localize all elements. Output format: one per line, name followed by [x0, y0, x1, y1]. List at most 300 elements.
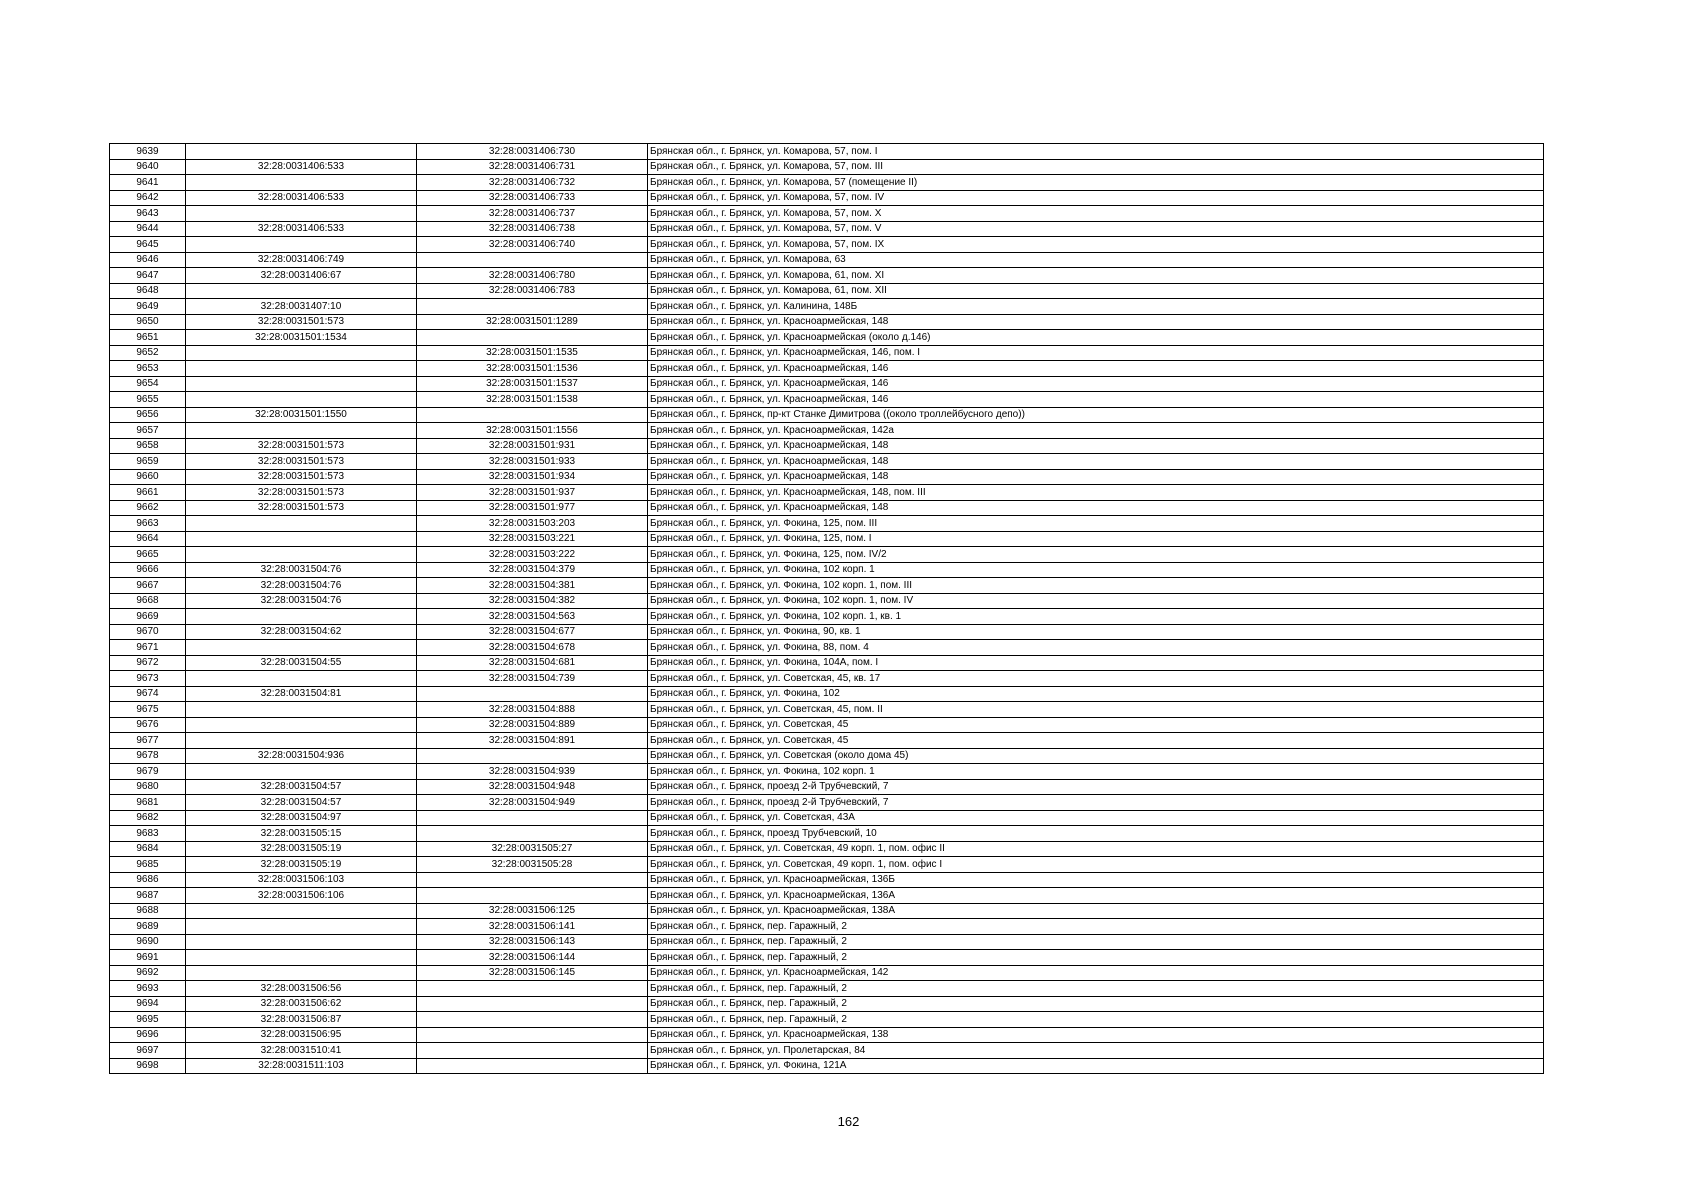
- cadastral-number-cell: [417, 826, 648, 842]
- address-cell: Брянская обл., г. Брянск, ул. Фокина, 125, пом. I: [648, 531, 1544, 547]
- table-row: [110, 609, 1544, 625]
- address-cell: Брянская обл., г. Брянск, ул. Пролетарская, 84: [648, 1043, 1544, 1059]
- parent-cadastral-number-cell: 32:28:0031511:103: [186, 1058, 417, 1074]
- parent-cadastral-number-cell: 32:28:0031504:57: [186, 779, 417, 795]
- parent-cadastral-number-cell: 32:28:0031501:573: [186, 438, 417, 454]
- row-number-cell: 9679: [110, 764, 186, 780]
- cadastral-number-cell: 32:28:0031504:379: [417, 562, 648, 578]
- parent-cadastral-number-cell: 32:28:0031506:87: [186, 1012, 417, 1028]
- parent-cadastral-number-cell: 32:28:0031505:19: [186, 857, 417, 873]
- table-row: [110, 175, 1544, 191]
- parent-cadastral-number-cell: [186, 950, 417, 966]
- cadastral-number-cell: 32:28:0031506:141: [417, 919, 648, 935]
- parent-cadastral-number-cell: [186, 965, 417, 981]
- cadastral-number-cell: [417, 996, 648, 1012]
- parent-cadastral-number-cell: [186, 392, 417, 408]
- parent-cadastral-number-cell: [186, 903, 417, 919]
- address-cell: Брянская обл., г. Брянск, ул. Красноармейская, 138: [648, 1027, 1544, 1043]
- address-cell: Брянская обл., г. Брянск, ул. Комарова, 57 (помещение II): [648, 175, 1544, 191]
- parent-cadastral-number-cell: 32:28:0031407:10: [186, 299, 417, 315]
- address-cell: Брянская обл., г. Брянск, ул. Фокина, 102 корп. 1: [648, 764, 1544, 780]
- address-cell: Брянская обл., г. Брянск, ул. Советская, 49 корп. 1, пом. офис I: [648, 857, 1544, 873]
- cadastral-number-cell: [417, 330, 648, 346]
- parent-cadastral-number-cell: [186, 733, 417, 749]
- row-number-cell: 9697: [110, 1043, 186, 1059]
- address-cell: Брянская обл., г. Брянск, ул. Красноармейская (около д.146): [648, 330, 1544, 346]
- table-row: [110, 485, 1544, 501]
- table-row: [110, 283, 1544, 299]
- address-cell: Брянская обл., г. Брянск, ул. Красноармейская, 148: [648, 314, 1544, 330]
- table-row: [110, 934, 1544, 950]
- address-cell: Брянская обл., г. Брянск, ул. Фокина, 104А, пом. I: [648, 655, 1544, 671]
- parent-cadastral-number-cell: 32:28:0031501:573: [186, 454, 417, 470]
- cadastral-number-cell: 32:28:0031506:145: [417, 965, 648, 981]
- cadastral-number-cell: 32:28:0031504:889: [417, 717, 648, 733]
- table-row: [110, 686, 1544, 702]
- table-row: [110, 144, 1544, 160]
- row-number-cell: 9669: [110, 609, 186, 625]
- table-row: [110, 640, 1544, 656]
- row-number-cell: 9649: [110, 299, 186, 315]
- row-number-cell: 9660: [110, 469, 186, 485]
- parent-cadastral-number-cell: [186, 423, 417, 439]
- parent-cadastral-number-cell: [186, 934, 417, 950]
- cadastral-number-cell: [417, 748, 648, 764]
- parent-cadastral-number-cell: 32:28:0031506:106: [186, 888, 417, 904]
- address-cell: Брянская обл., г. Брянск, ул. Комарова, 57, пом. IX: [648, 237, 1544, 253]
- table-row: [110, 345, 1544, 361]
- table-row: [110, 1027, 1544, 1043]
- table-row: [110, 407, 1544, 423]
- cadastral-number-cell: 32:28:0031506:144: [417, 950, 648, 966]
- table-row: [110, 826, 1544, 842]
- address-cell: Брянская обл., г. Брянск, ул. Советская, 43А: [648, 810, 1544, 826]
- row-number-cell: 9644: [110, 221, 186, 237]
- page-number: 162: [837, 1114, 860, 1129]
- parent-cadastral-number-cell: 32:28:0031501:573: [186, 469, 417, 485]
- table-row: [110, 655, 1544, 671]
- address-cell: Брянская обл., г. Брянск, ул. Комарова, 57, пом. I: [648, 144, 1544, 160]
- parent-cadastral-number-cell: 32:28:0031504:76: [186, 578, 417, 594]
- row-number-cell: 9652: [110, 345, 186, 361]
- cadastral-number-cell: 32:28:0031504:939: [417, 764, 648, 780]
- table-row: [110, 857, 1544, 873]
- address-cell: Брянская обл., г. Брянск, ул. Советская, 45: [648, 717, 1544, 733]
- address-cell: Брянская обл., г. Брянск, ул. Красноармейская, 146: [648, 392, 1544, 408]
- parent-cadastral-number-cell: 32:28:0031501:573: [186, 485, 417, 501]
- row-number-cell: 9662: [110, 500, 186, 516]
- table-row: [110, 299, 1544, 315]
- row-number-cell: 9656: [110, 407, 186, 423]
- parent-cadastral-number-cell: 32:28:0031506:103: [186, 872, 417, 888]
- address-cell: Брянская обл., г. Брянск, ул. Комарова, 57, пом. X: [648, 206, 1544, 222]
- table-row: [110, 438, 1544, 454]
- cadastral-number-cell: 32:28:0031501:931: [417, 438, 648, 454]
- address-cell: Брянская обл., г. Брянск, пр-кт Станке Димитрова ((около троллейбусного депо)): [648, 407, 1544, 423]
- row-number-cell: 9678: [110, 748, 186, 764]
- table-row: [110, 1043, 1544, 1059]
- table-row: [110, 361, 1544, 377]
- cadastral-number-cell: 32:28:0031501:933: [417, 454, 648, 470]
- row-number-cell: 9641: [110, 175, 186, 191]
- cadastral-number-cell: 32:28:0031504:948: [417, 779, 648, 795]
- table-row: [110, 810, 1544, 826]
- parent-cadastral-number-cell: [186, 609, 417, 625]
- row-number-cell: 9673: [110, 671, 186, 687]
- row-number-cell: 9676: [110, 717, 186, 733]
- parent-cadastral-number-cell: [186, 531, 417, 547]
- cadastral-number-cell: 32:28:0031506:125: [417, 903, 648, 919]
- cadastral-number-cell: [417, 1058, 648, 1074]
- parent-cadastral-number-cell: 32:28:0031406:533: [186, 221, 417, 237]
- parent-cadastral-number-cell: 32:28:0031506:95: [186, 1027, 417, 1043]
- table-row: [110, 423, 1544, 439]
- parent-cadastral-number-cell: 32:28:0031504:76: [186, 562, 417, 578]
- row-number-cell: 9683: [110, 826, 186, 842]
- table-row: [110, 779, 1544, 795]
- cadastral-number-cell: [417, 1027, 648, 1043]
- table-row: [110, 919, 1544, 935]
- table-row: [110, 159, 1544, 175]
- row-number-cell: 9696: [110, 1027, 186, 1043]
- table-row: [110, 237, 1544, 253]
- table-row: [110, 206, 1544, 222]
- row-number-cell: 9671: [110, 640, 186, 656]
- address-cell: Брянская обл., г. Брянск, пер. Гаражный, 2: [648, 919, 1544, 935]
- parent-cadastral-number-cell: 32:28:0031406:749: [186, 252, 417, 268]
- row-number-cell: 9688: [110, 903, 186, 919]
- table-row: [110, 841, 1544, 857]
- address-cell: Брянская обл., г. Брянск, ул. Красноармейская, 146: [648, 361, 1544, 377]
- table-row: [110, 578, 1544, 594]
- table-row: [110, 392, 1544, 408]
- parent-cadastral-number-cell: [186, 717, 417, 733]
- row-number-cell: 9651: [110, 330, 186, 346]
- address-cell: Брянская обл., г. Брянск, ул. Красноармейская, 136А: [648, 888, 1544, 904]
- parent-cadastral-number-cell: 32:28:0031504:936: [186, 748, 417, 764]
- table-row: [110, 314, 1544, 330]
- parent-cadastral-number-cell: 32:28:0031505:15: [186, 826, 417, 842]
- table-row: [110, 671, 1544, 687]
- parent-cadastral-number-cell: [186, 237, 417, 253]
- address-cell: Брянская обл., г. Брянск, ул. Калинина, 148Б: [648, 299, 1544, 315]
- cadastral-number-cell: 32:28:0031504:888: [417, 702, 648, 718]
- cadastral-number-cell: 32:28:0031406:740: [417, 237, 648, 253]
- row-number-cell: 9648: [110, 283, 186, 299]
- table-row: [110, 531, 1544, 547]
- cadastral-number-cell: 32:28:0031501:1538: [417, 392, 648, 408]
- address-cell: Брянская обл., г. Брянск, ул. Фокина, 102: [648, 686, 1544, 702]
- parent-cadastral-number-cell: [186, 764, 417, 780]
- address-cell: Брянская обл., г. Брянск, ул. Красноармейская, 142а: [648, 423, 1544, 439]
- table-row: [110, 500, 1544, 516]
- row-number-cell: 9690: [110, 934, 186, 950]
- table-row: [110, 190, 1544, 206]
- table-row: [110, 252, 1544, 268]
- row-number-cell: 9667: [110, 578, 186, 594]
- row-number-cell: 9657: [110, 423, 186, 439]
- table-row: [110, 872, 1544, 888]
- address-cell: Брянская обл., г. Брянск, ул. Комарова, 63: [648, 252, 1544, 268]
- parent-cadastral-number-cell: [186, 919, 417, 935]
- address-cell: Брянская обл., г. Брянск, пер. Гаражный, 2: [648, 996, 1544, 1012]
- address-cell: Брянская обл., г. Брянск, ул. Красноармейская, 142: [648, 965, 1544, 981]
- row-number-cell: 9645: [110, 237, 186, 253]
- address-cell: Брянская обл., г. Брянск, ул. Красноармейская, 148: [648, 469, 1544, 485]
- address-cell: Брянская обл., г. Брянск, проезд Трубчевский, 10: [648, 826, 1544, 842]
- cadastral-number-cell: [417, 981, 648, 997]
- table-row: [110, 1058, 1544, 1074]
- cadastral-number-cell: 32:28:0031505:28: [417, 857, 648, 873]
- address-cell: Брянская обл., г. Брянск, ул. Комарова, 61, пом. XII: [648, 283, 1544, 299]
- table-row: [110, 888, 1544, 904]
- parent-cadastral-number-cell: 32:28:0031504:76: [186, 593, 417, 609]
- address-cell: Брянская обл., г. Брянск, ул. Фокина, 125, пом. IV/2: [648, 547, 1544, 563]
- cadastral-number-cell: 32:28:0031501:977: [417, 500, 648, 516]
- address-cell: Брянская обл., г. Брянск, ул. Советская, 49 корп. 1, пом. офис II: [648, 841, 1544, 857]
- row-number-cell: 9692: [110, 965, 186, 981]
- row-number-cell: 9647: [110, 268, 186, 284]
- row-number-cell: 9672: [110, 655, 186, 671]
- address-cell: Брянская обл., г. Брянск, пер. Гаражный, 2: [648, 950, 1544, 966]
- row-number-cell: 9680: [110, 779, 186, 795]
- parent-cadastral-number-cell: 32:28:0031406:533: [186, 190, 417, 206]
- address-cell: Брянская обл., г. Брянск, ул. Фокина, 102 корп. 1, пом. III: [648, 578, 1544, 594]
- row-number-cell: 9674: [110, 686, 186, 702]
- parent-cadastral-number-cell: [186, 671, 417, 687]
- row-number-cell: 9659: [110, 454, 186, 470]
- parent-cadastral-number-cell: 32:28:0031504:55: [186, 655, 417, 671]
- row-number-cell: 9642: [110, 190, 186, 206]
- parent-cadastral-number-cell: [186, 361, 417, 377]
- address-cell: Брянская обл., г. Брянск, ул. Красноармейская, 136Б: [648, 872, 1544, 888]
- row-number-cell: 9686: [110, 872, 186, 888]
- parent-cadastral-number-cell: [186, 640, 417, 656]
- cadastral-number-cell: 32:28:0031503:222: [417, 547, 648, 563]
- address-cell: Брянская обл., г. Брянск, ул. Комарова, 57, пом. V: [648, 221, 1544, 237]
- row-number-cell: 9643: [110, 206, 186, 222]
- address-cell: Брянская обл., г. Брянск, пер. Гаражный, 2: [648, 981, 1544, 997]
- parent-cadastral-number-cell: [186, 144, 417, 160]
- parent-cadastral-number-cell: [186, 547, 417, 563]
- table-body: [110, 144, 1544, 1074]
- cadastral-number-cell: 32:28:0031501:937: [417, 485, 648, 501]
- row-number-cell: 9650: [110, 314, 186, 330]
- row-number-cell: 9685: [110, 857, 186, 873]
- row-number-cell: 9693: [110, 981, 186, 997]
- address-cell: Брянская обл., г. Брянск, ул. Красноармейская, 148: [648, 500, 1544, 516]
- parent-cadastral-number-cell: 32:28:0031505:19: [186, 841, 417, 857]
- parent-cadastral-number-cell: 32:28:0031510:41: [186, 1043, 417, 1059]
- row-number-cell: 9684: [110, 841, 186, 857]
- address-cell: Брянская обл., г. Брянск, пер. Гаражный, 2: [648, 1012, 1544, 1028]
- cadastral-number-cell: 32:28:0031504:382: [417, 593, 648, 609]
- cadastral-number-cell: 32:28:0031406:737: [417, 206, 648, 222]
- cadastral-number-cell: [417, 407, 648, 423]
- row-number-cell: 9664: [110, 531, 186, 547]
- parent-cadastral-number-cell: 32:28:0031501:573: [186, 500, 417, 516]
- cadastral-number-cell: 32:28:0031504:891: [417, 733, 648, 749]
- address-cell: Брянская обл., г. Брянск, ул. Комарова, 57, пом. IV: [648, 190, 1544, 206]
- cadastral-number-cell: [417, 686, 648, 702]
- table-row: [110, 795, 1544, 811]
- table-row: [110, 950, 1544, 966]
- cadastral-number-cell: 32:28:0031501:1536: [417, 361, 648, 377]
- parent-cadastral-number-cell: [186, 376, 417, 392]
- address-cell: Брянская обл., г. Брянск, ул. Красноармейская, 148: [648, 454, 1544, 470]
- address-cell: Брянская обл., г. Брянск, ул. Фокина, 88, пом. 4: [648, 640, 1544, 656]
- address-cell: Брянская обл., г. Брянск, ул. Красноармейская, 138А: [648, 903, 1544, 919]
- parent-cadastral-number-cell: 32:28:0031501:1534: [186, 330, 417, 346]
- address-cell: Брянская обл., г. Брянск, ул. Комарова, 61, пом. XI: [648, 268, 1544, 284]
- row-number-cell: 9677: [110, 733, 186, 749]
- cadastral-number-cell: 32:28:0031504:381: [417, 578, 648, 594]
- address-cell: Брянская обл., г. Брянск, ул. Фокина, 90, кв. 1: [648, 624, 1544, 640]
- parent-cadastral-number-cell: 32:28:0031501:573: [186, 314, 417, 330]
- cadastral-number-cell: 32:28:0031504:563: [417, 609, 648, 625]
- parent-cadastral-number-cell: [186, 702, 417, 718]
- table-row: [110, 903, 1544, 919]
- cadastral-number-cell: 32:28:0031501:1289: [417, 314, 648, 330]
- cadastral-number-cell: 32:28:0031406:733: [417, 190, 648, 206]
- cadastral-number-cell: [417, 1012, 648, 1028]
- parent-cadastral-number-cell: 32:28:0031406:67: [186, 268, 417, 284]
- address-cell: Брянская обл., г. Брянск, ул. Советская (около дома 45): [648, 748, 1544, 764]
- parent-cadastral-number-cell: 32:28:0031504:81: [186, 686, 417, 702]
- address-cell: Брянская обл., г. Брянск, пер. Гаражный, 2: [648, 934, 1544, 950]
- parent-cadastral-number-cell: [186, 516, 417, 532]
- row-number-cell: 9663: [110, 516, 186, 532]
- cadastral-number-cell: 32:28:0031406:780: [417, 268, 648, 284]
- table-row: [110, 748, 1544, 764]
- address-cell: Брянская обл., г. Брянск, ул. Фокина, 102 корп. 1, кв. 1: [648, 609, 1544, 625]
- address-cell: Брянская обл., г. Брянск, ул. Фокина, 125, пом. III: [648, 516, 1544, 532]
- row-number-cell: 9658: [110, 438, 186, 454]
- cadastral-number-cell: 32:28:0031406:732: [417, 175, 648, 191]
- table-row: [110, 702, 1544, 718]
- cadastral-number-cell: [417, 888, 648, 904]
- row-number-cell: 9666: [110, 562, 186, 578]
- row-number-cell: 9691: [110, 950, 186, 966]
- parent-cadastral-number-cell: 32:28:0031406:533: [186, 159, 417, 175]
- cadastral-table: [109, 143, 1544, 1074]
- cadastral-number-cell: [417, 872, 648, 888]
- cadastral-number-cell: [417, 1043, 648, 1059]
- row-number-cell: 9670: [110, 624, 186, 640]
- address-cell: Брянская обл., г. Брянск, ул. Красноармейская, 148: [648, 438, 1544, 454]
- cadastral-number-cell: 32:28:0031504:677: [417, 624, 648, 640]
- cadastral-number-cell: 32:28:0031406:783: [417, 283, 648, 299]
- cadastral-number-cell: [417, 299, 648, 315]
- table-row: [110, 717, 1544, 733]
- row-number-cell: 9646: [110, 252, 186, 268]
- row-number-cell: 9687: [110, 888, 186, 904]
- cadastral-number-cell: 32:28:0031501:1537: [417, 376, 648, 392]
- table-row: [110, 981, 1544, 997]
- address-cell: Брянская обл., г. Брянск, ул. Красноармейская, 146, пом. I: [648, 345, 1544, 361]
- cadastral-number-cell: 32:28:0031504:739: [417, 671, 648, 687]
- row-number-cell: 9675: [110, 702, 186, 718]
- address-cell: Брянская обл., г. Брянск, проезд 2-й Трубчевский, 7: [648, 779, 1544, 795]
- address-cell: Брянская обл., г. Брянск, ул. Фокина, 121А: [648, 1058, 1544, 1074]
- parent-cadastral-number-cell: [186, 283, 417, 299]
- row-number-cell: 9653: [110, 361, 186, 377]
- cadastral-number-cell: 32:28:0031501:934: [417, 469, 648, 485]
- table-row: [110, 268, 1544, 284]
- cadastral-number-cell: 32:28:0031505:27: [417, 841, 648, 857]
- address-cell: Брянская обл., г. Брянск, ул. Советская, 45, пом. II: [648, 702, 1544, 718]
- parent-cadastral-number-cell: [186, 175, 417, 191]
- cadastral-number-cell: 32:28:0031504:678: [417, 640, 648, 656]
- cadastral-number-cell: [417, 252, 648, 268]
- row-number-cell: 9689: [110, 919, 186, 935]
- parent-cadastral-number-cell: 32:28:0031506:62: [186, 996, 417, 1012]
- table-row: [110, 593, 1544, 609]
- parent-cadastral-number-cell: [186, 345, 417, 361]
- cadastral-number-cell: [417, 810, 648, 826]
- row-number-cell: 9682: [110, 810, 186, 826]
- row-number-cell: 9661: [110, 485, 186, 501]
- cadastral-number-cell: 32:28:0031406:730: [417, 144, 648, 160]
- parent-cadastral-number-cell: 32:28:0031504:57: [186, 795, 417, 811]
- row-number-cell: 9668: [110, 593, 186, 609]
- address-cell: Брянская обл., г. Брянск, ул. Красноармейская, 146: [648, 376, 1544, 392]
- table-row: [110, 996, 1544, 1012]
- row-number-cell: 9639: [110, 144, 186, 160]
- parent-cadastral-number-cell: 32:28:0031504:62: [186, 624, 417, 640]
- cadastral-number-cell: 32:28:0031406:738: [417, 221, 648, 237]
- cadastral-number-cell: 32:28:0031506:143: [417, 934, 648, 950]
- address-cell: Брянская обл., г. Брянск, ул. Фокина, 102 корп. 1: [648, 562, 1544, 578]
- parent-cadastral-number-cell: 32:28:0031504:97: [186, 810, 417, 826]
- row-number-cell: 9698: [110, 1058, 186, 1074]
- row-number-cell: 9654: [110, 376, 186, 392]
- cadastral-number-cell: 32:28:0031503:221: [417, 531, 648, 547]
- address-cell: Брянская обл., г. Брянск, ул. Советская, 45: [648, 733, 1544, 749]
- table-row: [110, 1012, 1544, 1028]
- table-row: [110, 469, 1544, 485]
- table-row: [110, 547, 1544, 563]
- cadastral-number-cell: 32:28:0031406:731: [417, 159, 648, 175]
- table-row: [110, 624, 1544, 640]
- address-cell: Брянская обл., г. Брянск, ул. Советская, 45, кв. 17: [648, 671, 1544, 687]
- table-row: [110, 733, 1544, 749]
- row-number-cell: 9665: [110, 547, 186, 563]
- table-row: [110, 516, 1544, 532]
- table-row: [110, 764, 1544, 780]
- parent-cadastral-number-cell: 32:28:0031506:56: [186, 981, 417, 997]
- address-cell: Брянская обл., г. Брянск, ул. Фокина, 102 корп. 1, пом. IV: [648, 593, 1544, 609]
- table-row: [110, 562, 1544, 578]
- table-row: [110, 221, 1544, 237]
- row-number-cell: 9681: [110, 795, 186, 811]
- parent-cadastral-number-cell: [186, 206, 417, 222]
- row-number-cell: 9694: [110, 996, 186, 1012]
- address-cell: Брянская обл., г. Брянск, проезд 2-й Трубчевский, 7: [648, 795, 1544, 811]
- row-number-cell: 9655: [110, 392, 186, 408]
- table-row: [110, 454, 1544, 470]
- cadastral-number-cell: 32:28:0031504:949: [417, 795, 648, 811]
- table-row: [110, 376, 1544, 392]
- address-cell: Брянская обл., г. Брянск, ул. Комарова, 57, пом. III: [648, 159, 1544, 175]
- cadastral-number-cell: 32:28:0031501:1535: [417, 345, 648, 361]
- cadastral-number-cell: 32:28:0031503:203: [417, 516, 648, 532]
- parent-cadastral-number-cell: 32:28:0031501:1550: [186, 407, 417, 423]
- address-cell: Брянская обл., г. Брянск, ул. Красноармейская, 148, пом. III: [648, 485, 1544, 501]
- table-row: [110, 965, 1544, 981]
- row-number-cell: 9640: [110, 159, 186, 175]
- cadastral-number-cell: 32:28:0031501:1556: [417, 423, 648, 439]
